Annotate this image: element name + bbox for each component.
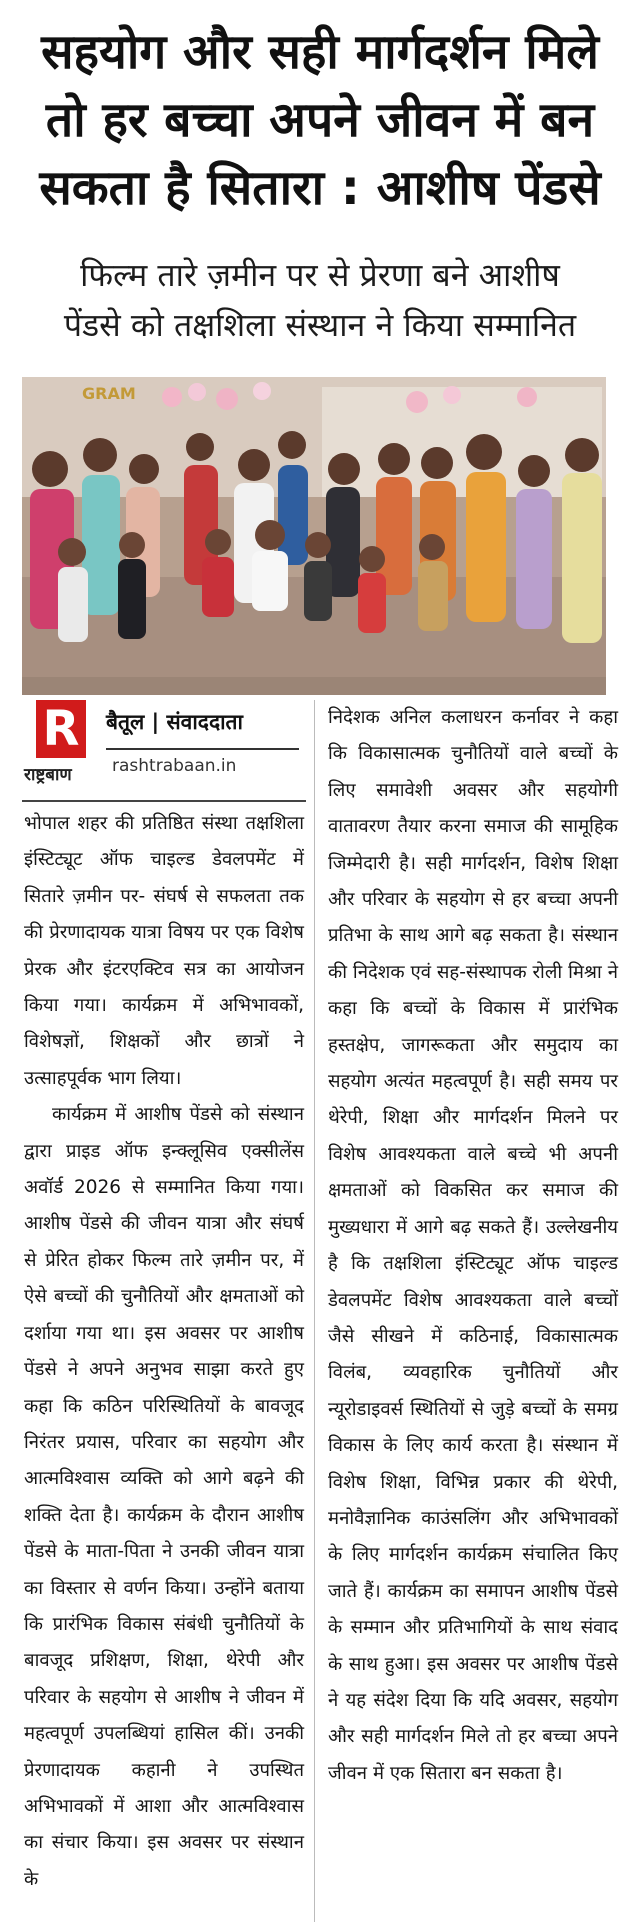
logo-name: राष्ट्रबाण [24, 765, 72, 785]
group-photo-illustration [22, 377, 606, 695]
body-paragraph-3: निदेशक अनिल कलाधरन कर्नावर ने कहा कि विकासात्मक चुनौतियों वाले बच्चों के लिए समावेशी अवसर और सहयोगी वातावरण तैयार करना समाज की सामूहिक जिम्मेदारी है। सही मार्गदर्शन, विशेष शिक्षा और परिवार के सहयोग से हर बच्चा अपनी प्रतिभा के साथ आगे बढ़ सकता है। संस्थान की निदेशक एवं सह-संस्थापक रोली मिश्रा ने कहा कि बच्चों के विकास में प्रारंभिक हस्तक्षेप, जागरूकता और समुदाय का सहयोग अत्यंत महत्वपूर्ण है। सही समय पर थेरेपी, शिक्षा और मार्गदर्शन मिलने पर विशेष आवश्यकता वाले बच्चे भी अपनी क्षमताओं को विकसित कर समाज की मुख्यधारा में आगे बढ़ सकते हैं। उल्लेखनीय है कि तक्षशिला इंस्टिट्यूट ऑफ चाइल्ड डेवलपमेंट विशेष आवश्यकता वाले बच्चों जैसे सीखने में कठिनाई, विकासात्मक विलंब, व्यवहारिक चुनौतियों और न्यूरोडाइवर्स स्थितियों से जुड़े बच्चों के समग्र विकास के लिए कार्य करता है। संस्थान में विशेष शिक्षा, विभिन्न प्रकार की थेरेपी, मनोवैज्ञानिक काउंसलिंग और अभिभावकों के लिए मार्गदर्शन कार्यक्रम संचालित किए जाते हैं। कार्यक्रम का समापन आशीष पेंडसे के सम्मान और प्रतिभागियों के साथ संवाद के साथ हुआ। इस अवसर पर आशीष पेंडसे ने यह संदेश दिया कि यदि अवसर, सहयोग और सही मार्गदर्शन मिले तो हर बच्चा अपने जीवन में एक सितारा बन सकता है। [328, 707, 618, 1784]
byline-underline [22, 800, 306, 802]
subheadline-line-2: पेंडसे को तक्षशिला संस्थान ने किया सम्मानित [63, 306, 577, 344]
subheadline [10, 250, 630, 350]
headline-line-3: सकता है सितारा : आशीष पेंडसे [39, 160, 601, 216]
column-divider [314, 700, 315, 1922]
article-body-right-column [328, 700, 618, 1792]
headline-line-2: तो हर बच्चा अपने जीवन में बन [45, 92, 595, 148]
group-photo [22, 377, 606, 695]
body-paragraph-2: कार्यक्रम में आशीष पेंडसे को संस्थान द्वारा प्राइड ऑफ इन्क्लूसिव एक्सीलेंस अवॉर्ड 2026 से सम्मानित किया गया। आशीष पेंडसे की जीवन यात्रा और संघर्ष से प्रेरित होकर फिल्म तारे ज़मीन पर, में ऐसे बच्चों की चुनौतियों और क्षमताओं को दर्शाया गया था। इस अवसर पर आशीष पेंडसे ने अपने अनुभव साझा करते हुए कहा कि कठिन परिस्थितियों के बावजूद निरंतर प्रयास, परिवार का सहयोग और आत्मविश्वास व्यक्ति को आगे बढ़ने की शक्ति देता है। कार्यक्रम के दौरान आशीष पेंडसे के माता-पिता ने उनकी जीवन यात्रा का विस्तार से वर्णन किया। उन्होंने बताया कि प्रारंभिक विकास संबंधी चुनौतियों के बावजूद प्रशिक्षण, शिक्षा, थेरेपी और परिवार के सहयोग से आशीष ने जीवन में महत्वपूर्ण उपलब्धियां हासिल कीं। उनकी प्रेरणादायक कहानी ने उपस्थित अभिभावकों में आशा और आत्मविश्वास का संचार किया। इस अवसर पर संस्थान के [24, 1104, 304, 1890]
byline-location-reporter: बैतूल | संवाददाता [106, 710, 243, 734]
article-body-left-column [24, 806, 304, 1898]
logo-r-icon: R [36, 700, 86, 758]
byline-divider [106, 748, 299, 750]
byline-website[interactable]: rashtrabaan.in [112, 756, 237, 776]
body-paragraph-1: भोपाल शहर की प्रतिष्ठित संस्था तक्षशिला इंस्टिट्यूट ऑफ चाइल्ड डेवलपमेंट में सितारे ज़मीन पर- संघर्ष से सफलता तक की प्रेरणादायक यात्रा विषय पर एक विशेष प्रेरक और इंटरएक्टिव सत्र का आयोजन किया गया। कार्यक्रम में अभिभावकों, विशेषज्ञों, शिक्षकों और छात्रों ने उत्साहपूर्वक भाग लिया। [24, 813, 304, 1089]
photo-banner-text: GRAM [82, 384, 136, 403]
publication-logo [24, 700, 100, 788]
headline-line-1: सहयोग और सही मार्गदर्शन मिले [41, 24, 599, 80]
headline [10, 18, 630, 222]
subheadline-line-1: फिल्म तारे ज़मीन पर से प्रेरणा बने आशीष [80, 256, 560, 294]
